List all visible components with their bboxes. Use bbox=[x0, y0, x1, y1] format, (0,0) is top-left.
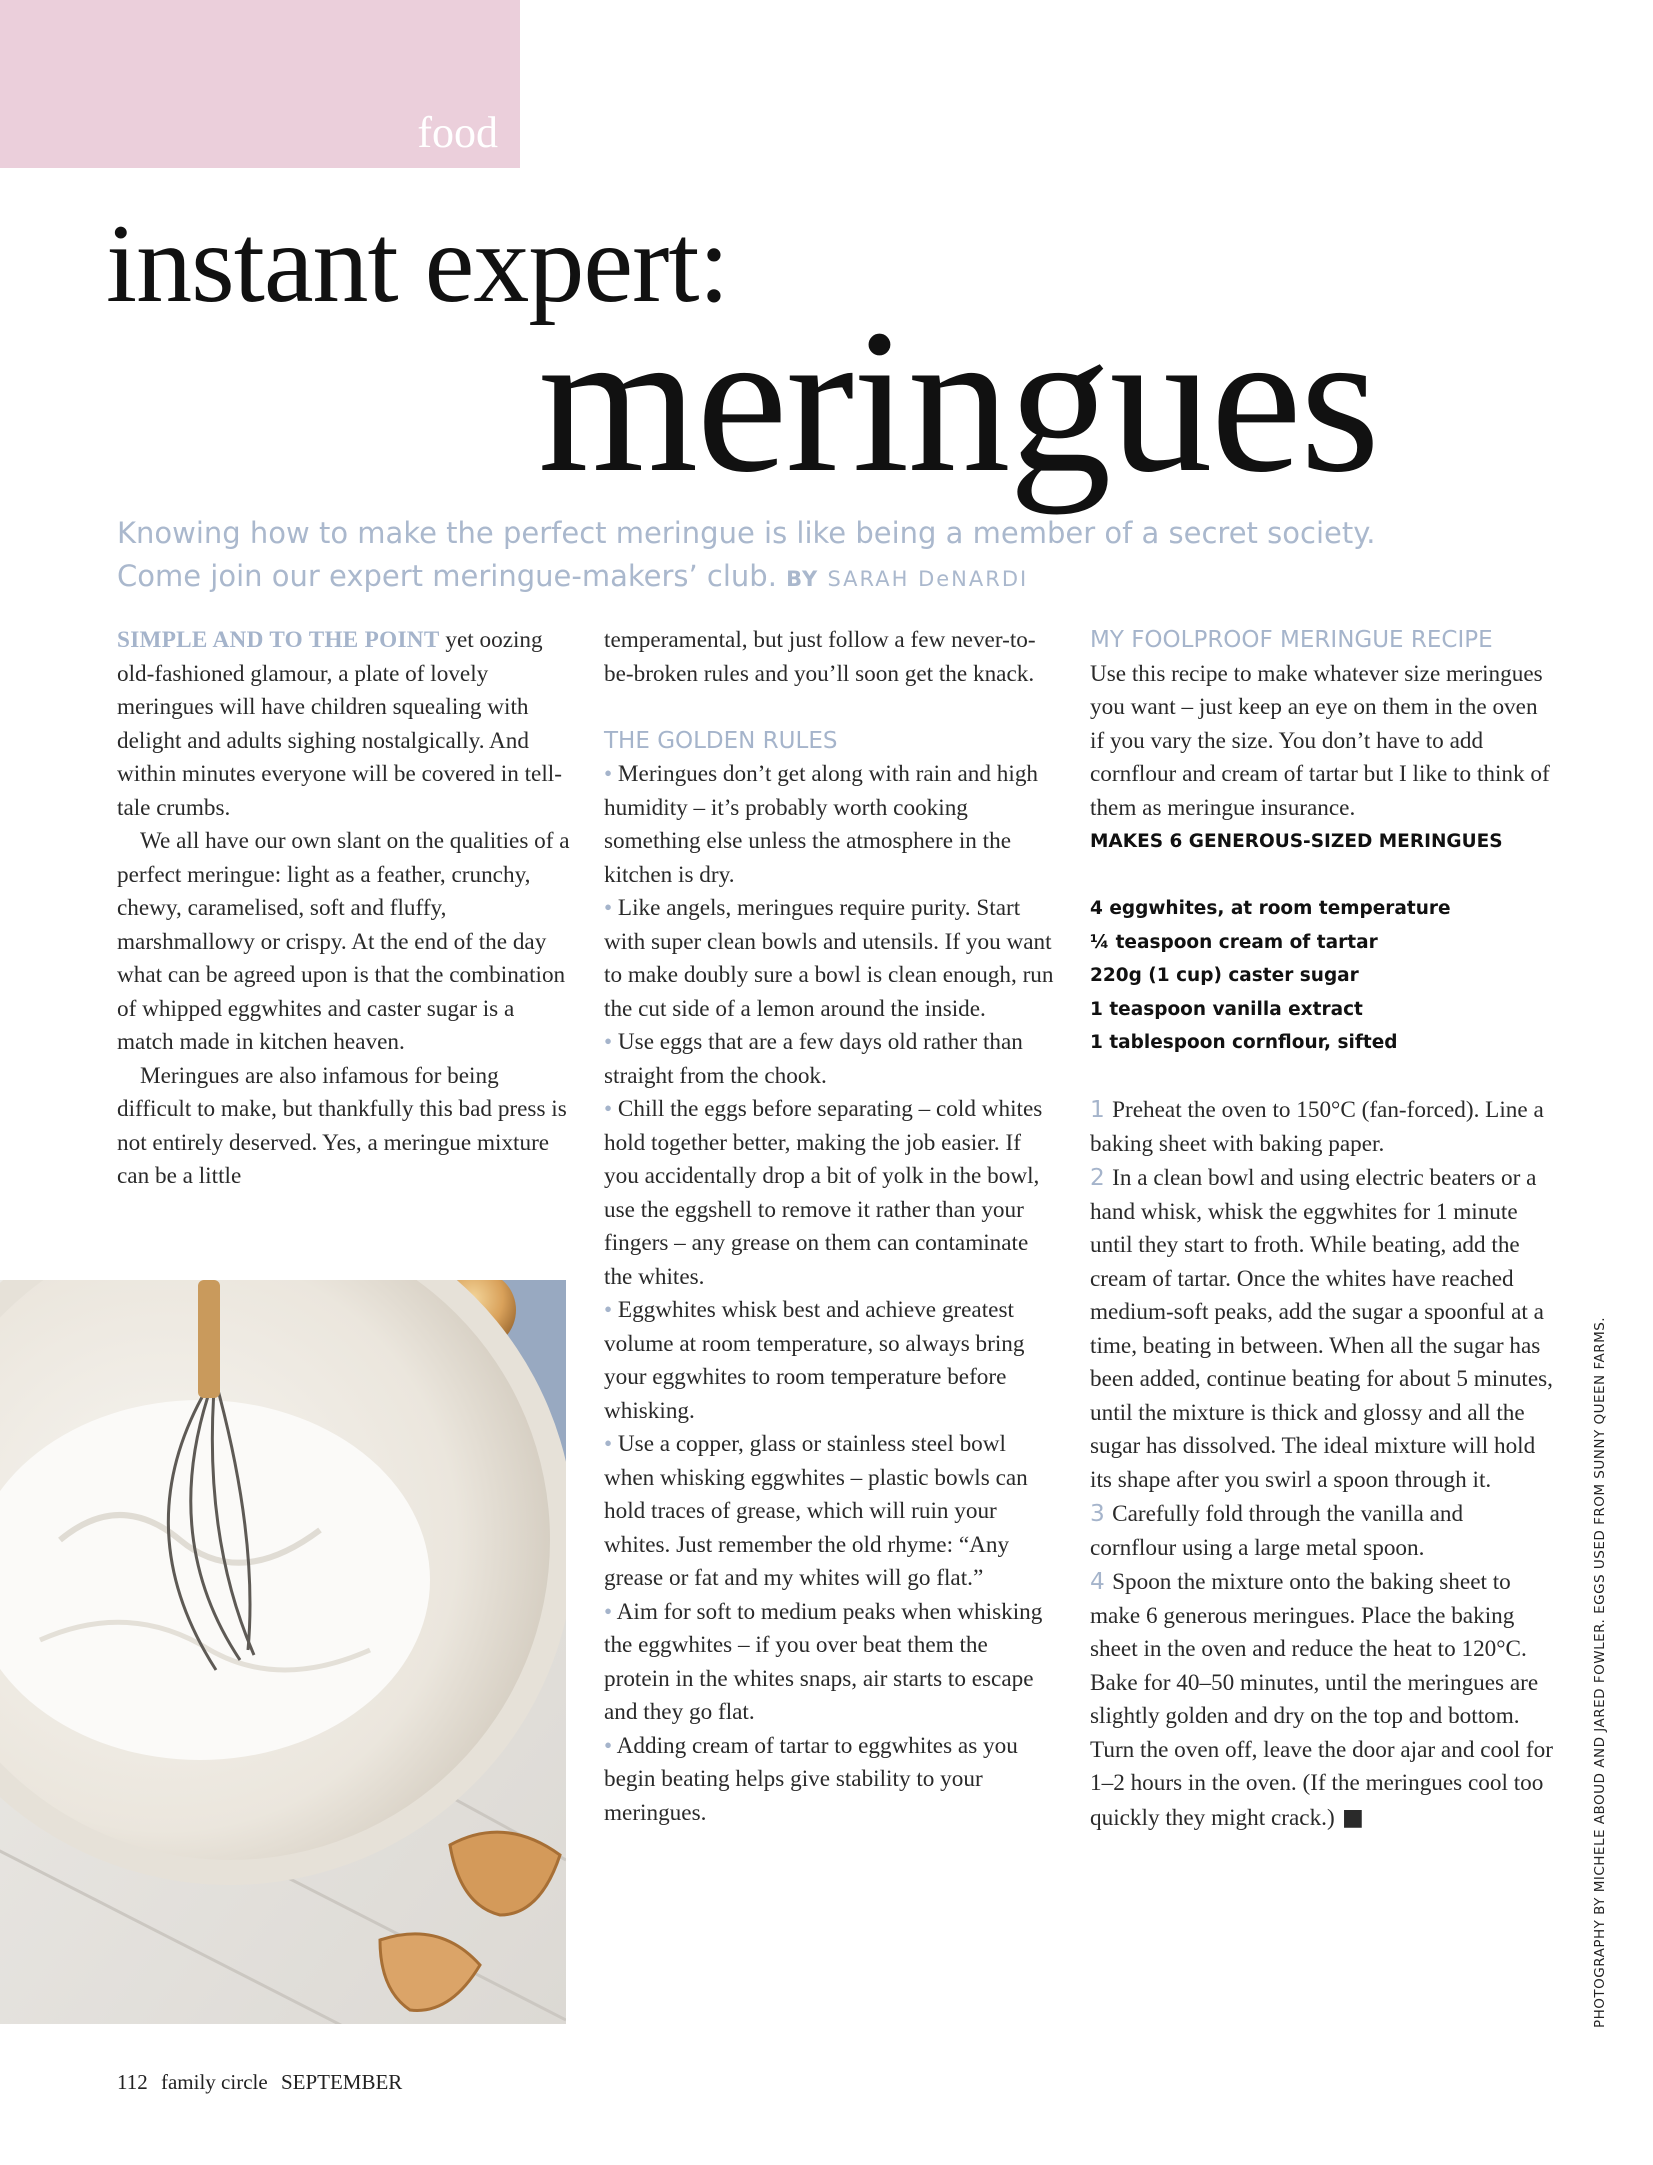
golden-rule-item bbox=[604, 1093, 1059, 1294]
page-footer bbox=[117, 2070, 410, 2095]
golden-rule-text: Adding cream of tartar to eggwhites as you begin beating helps give stability to your meringues. bbox=[604, 1732, 1018, 1826]
ingredients-list bbox=[1090, 892, 1555, 1060]
method-step bbox=[1090, 1161, 1555, 1497]
section-tab bbox=[0, 0, 520, 168]
ingredient-item: 1 teaspoon vanilla extract bbox=[1090, 998, 1363, 1020]
golden-rule-text: Aim for soft to medium peaks when whisking the eggwhites – if you over beat them the protein in the whites snaps, air starts to escape and they go flat. bbox=[604, 1598, 1043, 1725]
standfirst bbox=[117, 512, 1417, 601]
golden-rule-text: Chill the eggs before separating – cold whites hold together better, making the job easier. If you accidentally drop a bit of yolk in the bowl, use the eggshell to remove it rather than your fingers – any grease on them can contaminate the whites. bbox=[604, 1096, 1043, 1290]
step-text: Carefully fold through the vanilla and cornflour using a large metal spoon. bbox=[1090, 1501, 1464, 1561]
golden-rule-item bbox=[604, 892, 1059, 1026]
issue-month: SEPTEMBER bbox=[280, 2070, 403, 2094]
bullet-icon: • bbox=[604, 1732, 617, 1759]
lead-in-caps: SIMPLE AND TO THE POINT bbox=[117, 627, 440, 653]
ingredient-item: 4 eggwhites, at room temperature bbox=[1090, 898, 1451, 919]
golden-rule-text: Use eggs that are a few days old rather than straight from the chook. bbox=[604, 1029, 1023, 1089]
end-mark-icon: ■ bbox=[1334, 1803, 1364, 1831]
paragraph-text: temperamental, but just follow a few never-to-be-broken rules and you’ll soon get the knack. bbox=[604, 627, 1036, 687]
golden-rule-text: Like angels, meringues require purity. Start with super clean bowls and utensils. If you want to make doubly sure a bowl is clean enough, run the cut side of a lemon around the inside. bbox=[604, 895, 1054, 1022]
step-number: 3 bbox=[1090, 1500, 1113, 1527]
ingredient-item: 220g (1 cup) caster sugar bbox=[1090, 965, 1359, 986]
golden-rule-text: Eggwhites whisk best and achieve greatest volume at room temperature, so always bring your eggwhites to room temperature before whisking. bbox=[604, 1297, 1025, 1424]
standfirst-line2: Come join our expert meringue-makers’ club. bbox=[117, 559, 777, 593]
step-text: In a clean bowl and using electric beaters or a hand whisk, whisk the eggwhites for 1 minute until they start to froth. While beating, add the cream of tartar. Once the whites have reached medium-soft peaks, add the sugar a spoonful at a time, beating in between. When all the sugar has been added, continue beating for about 5 minutes, until the mixture is thick and glossy and all the sugar has dissolved. The ideal mixture will hold its shape after you swirl a spoon through it. bbox=[1090, 1165, 1553, 1493]
recipe-intro: Use this recipe to make whatever size meringues you want – just keep an eye on them in the oven if you vary the size. You don’t have to add cornflour and cream of tartar but I like to think of them as meringue insurance. bbox=[1090, 660, 1550, 821]
page-title: meringues bbox=[538, 286, 1379, 515]
golden-rule-item bbox=[604, 1026, 1059, 1093]
byline-by: BY bbox=[786, 567, 819, 591]
photo-credit: PHOTOGRAPHY BY MICHELE ABOUD AND JARED FOWLER. EGGS USED FROM SUNNY QUEEN FARMS. bbox=[1592, 1316, 1608, 2028]
golden-rules-list bbox=[604, 758, 1059, 1830]
method-step bbox=[1090, 1497, 1555, 1565]
golden-rule-text: Use a copper, glass or stainless steel bowl when whisking eggwhites – plastic bowls can hold traces of grease, which will ruin your whites. Just remember the old rhyme: “Any grease or fat and my whites will go flat.” bbox=[604, 1431, 1028, 1591]
golden-rule-item bbox=[604, 1294, 1059, 1428]
bullet-icon: • bbox=[604, 1431, 618, 1457]
column-recipe bbox=[1090, 624, 1555, 1835]
bullet-icon: • bbox=[604, 761, 618, 787]
golden-rule-item bbox=[604, 758, 1059, 892]
bullet-icon: • bbox=[604, 1598, 617, 1625]
page-number: 112 bbox=[117, 2070, 148, 2094]
bullet-icon: • bbox=[604, 895, 618, 921]
title-kicker: instant expert: bbox=[106, 202, 729, 326]
byline-author: SARAH DeNARDI bbox=[827, 567, 1029, 591]
magazine-name: family circle bbox=[160, 2070, 268, 2094]
step-number: 4 bbox=[1090, 1568, 1113, 1595]
golden-rules-heading: THE GOLDEN RULES bbox=[604, 727, 838, 754]
paragraph-text: Meringues are also infamous for being difficult to make, but thankfully this bad press is not entirely deserved. Yes, a meringue mixture can be a little bbox=[117, 1062, 567, 1189]
column-intro bbox=[117, 624, 572, 1194]
standfirst-line1: Knowing how to make the perfect meringue is like being a member of a secret society. bbox=[117, 516, 1376, 550]
golden-rule-item bbox=[604, 1428, 1059, 1596]
golden-rule-text: Meringues don’t get along with rain and high humidity – it’s probably worth cooking something else unless the atmosphere in the kitchen is dry. bbox=[604, 761, 1039, 888]
method-step bbox=[1090, 1093, 1555, 1161]
method-step bbox=[1090, 1565, 1555, 1835]
bullet-icon: • bbox=[604, 1029, 618, 1055]
section-label: food bbox=[417, 108, 498, 157]
golden-rule-item bbox=[604, 1596, 1059, 1730]
recipe-heading: MY FOOLPROOF MERINGUE RECIPE bbox=[1090, 627, 1493, 653]
step-text: Preheat the oven to 150°C (fan-forced). Line a baking sheet with baking paper. bbox=[1090, 1097, 1544, 1157]
step-number: 2 bbox=[1090, 1164, 1113, 1191]
golden-rule-item bbox=[604, 1730, 1059, 1831]
step-text: Spoon the mixture onto the baking sheet to make 6 generous meringues. Place the baking sheet in the oven and reduce the heat to 120°C. Bake for 40–50 minutes, until the meringues are slightly golden and dry on the top and bottom. Turn the oven off, leave the door ajar and cool for 1–2 hours in the oven. (If the meringues cool too quickly they might crack.) bbox=[1090, 1569, 1553, 1831]
method-steps bbox=[1090, 1093, 1555, 1835]
bullet-icon: • bbox=[604, 1297, 618, 1323]
paragraph-text: We all have our own slant on the qualities of a perfect meringue: light as a feather, crunchy, chewy, caramelised, soft and fluffy, marshmallowy or crispy. At the end of the day what can be agreed upon is that the combination of whipped eggwhites and caster sugar is a match made in kitchen heaven. bbox=[117, 828, 570, 1055]
meringue-photo bbox=[0, 1280, 566, 2024]
whisk-handle bbox=[198, 1280, 220, 1398]
recipe-yield: MAKES 6 GENEROUS-SIZED MERINGUES bbox=[1090, 831, 1503, 852]
ingredient-item: 1 tablespoon cornflour, sifted bbox=[1090, 1032, 1398, 1053]
column-golden-rules bbox=[604, 624, 1059, 1830]
paragraph-text: yet oozing old-fashioned glamour, a plate of lovely meringues will have children squealing with delight and adults sighing nostalgically. And within minutes everyone will be covered in tell-tale crumbs. bbox=[117, 627, 562, 821]
intro-paragraph bbox=[117, 624, 572, 825]
bullet-icon: • bbox=[604, 1096, 618, 1122]
step-number: 1 bbox=[1090, 1096, 1113, 1123]
ingredient-item: ¼ teaspoon cream of tartar bbox=[1090, 931, 1378, 953]
